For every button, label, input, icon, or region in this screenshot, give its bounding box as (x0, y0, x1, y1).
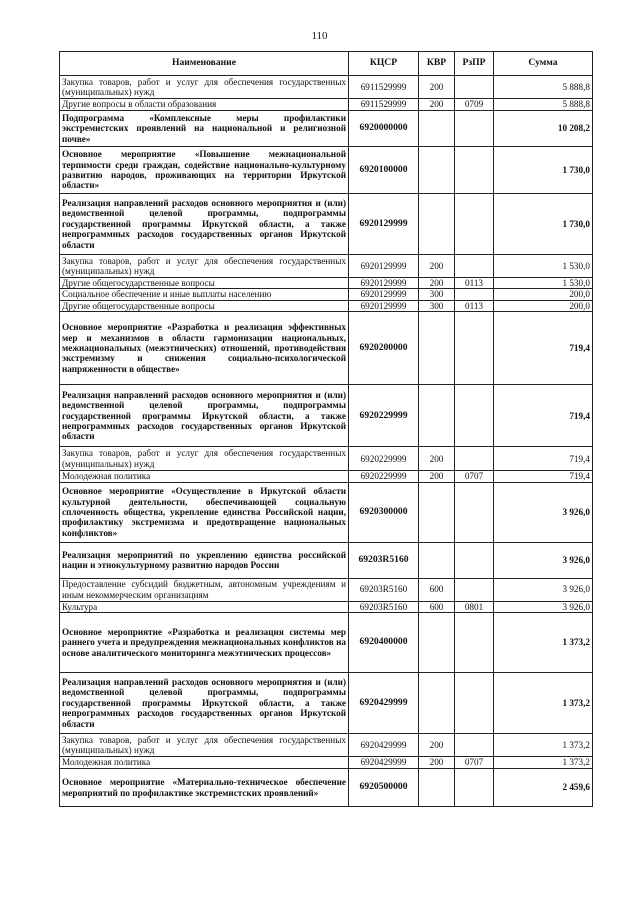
row-rzpr-cell (455, 76, 494, 99)
row-rzpr-cell (455, 769, 494, 807)
row-rzpr-cell (455, 255, 494, 278)
row-kvr-cell: 300 (419, 300, 455, 311)
table-row (60, 300, 593, 311)
row-sum-cell: 1 373,2 (494, 757, 593, 769)
row-kvr-cell (419, 312, 455, 385)
row-sum-cell: 3 926,0 (494, 542, 593, 578)
table-row (60, 111, 593, 147)
row-name-cell: Молодежная политика (60, 757, 349, 769)
row-kcsr-cell: 6920129999 (349, 300, 419, 311)
row-rzpr-cell: 0707 (455, 471, 494, 482)
row-rzpr-cell (455, 542, 494, 578)
row-name-cell: Основное мероприятие «Повышение межнациональной терпимости среди граждан, содействие национально-культурному развитию народов, проживающих на территории Иркутской области» (60, 147, 349, 194)
row-kvr-cell: 600 (419, 578, 455, 601)
table-row (60, 385, 593, 447)
row-sum-cell: 719,4 (494, 312, 593, 385)
row-kcsr-cell: 69203R5160 (349, 578, 419, 601)
row-kcsr-cell: 6911529999 (349, 76, 419, 99)
row-rzpr-cell (455, 482, 494, 542)
row-rzpr-cell (455, 613, 494, 673)
row-kcsr-cell: 6920300000 (349, 482, 419, 542)
row-kcsr-cell: 6911529999 (349, 99, 419, 111)
row-kcsr-cell: 6920129999 (349, 278, 419, 289)
row-rzpr-cell (455, 447, 494, 471)
row-sum-cell: 3 926,0 (494, 601, 593, 612)
row-kcsr-cell: 6920429999 (349, 757, 419, 769)
row-name-cell: Основное мероприятие «Материально-техническое обеспечение мероприятий по профилактике экстремистских проявлений» (60, 769, 349, 807)
row-name-cell: Основное мероприятие «Осуществление в Иркутской области культурной деятельности, обеспечивающей социальную сплоченность общества, укрепление единства Российской нации, профилактику экстремизма и предотвращение национальных конфликтов» (60, 482, 349, 542)
header-kvr: КВР (419, 52, 455, 76)
row-kvr-cell: 200 (419, 76, 455, 99)
row-rzpr-cell (455, 194, 494, 255)
row-name-cell: Реализация направлений расходов основного мероприятия и (или) ведомственной целевой программы, подпрограммы государственной программы Иркутской области, а также непрограммных расходов государственных органов Иркутской области (60, 673, 349, 734)
header-name: Наименование (60, 52, 349, 76)
row-name-cell: Культура (60, 601, 349, 612)
row-rzpr-cell: 0113 (455, 278, 494, 289)
row-name-cell: Другие вопросы в области образования (60, 99, 349, 111)
row-name-cell: Реализация мероприятий по укреплению единства российской нации и этнокультурному развитию народов России (60, 542, 349, 578)
table-row (60, 447, 593, 471)
row-name-cell: Реализация направлений расходов основного мероприятия и (или) ведомственной целевой программы, подпрограммы государственной программы Иркутской области, а также непрограммных расходов государственных органов Иркутской области (60, 385, 349, 447)
row-sum-cell: 3 926,0 (494, 482, 593, 542)
row-rzpr-cell (455, 111, 494, 147)
row-sum-cell: 5 888,8 (494, 99, 593, 111)
table-row (60, 194, 593, 255)
row-sum-cell: 1 530,0 (494, 255, 593, 278)
table-body (60, 76, 593, 807)
row-kcsr-cell: 6920129999 (349, 289, 419, 300)
row-kcsr-cell: 69203R5160 (349, 601, 419, 612)
table-row (60, 757, 593, 769)
table-row (60, 278, 593, 289)
row-name-cell: Молодежная политика (60, 471, 349, 482)
row-rzpr-cell (455, 147, 494, 194)
row-kcsr-cell: 6920500000 (349, 769, 419, 807)
row-rzpr-cell (455, 312, 494, 385)
row-sum-cell: 1 373,2 (494, 613, 593, 673)
row-kvr-cell: 200 (419, 447, 455, 471)
table-row (60, 312, 593, 385)
row-kcsr-cell: 6920429999 (349, 673, 419, 734)
row-kvr-cell (419, 194, 455, 255)
row-kcsr-cell: 6920000000 (349, 111, 419, 147)
page-number: 110 (311, 30, 328, 42)
row-rzpr-cell (455, 385, 494, 447)
row-sum-cell: 1 373,2 (494, 673, 593, 734)
header-sum: Сумма (494, 52, 593, 76)
row-kcsr-cell: 6920129999 (349, 255, 419, 278)
row-name-cell: Предоставление субсидий бюджетным, автономным учреждениям и иным некоммерческим организациям (60, 578, 349, 601)
row-sum-cell: 1 373,2 (494, 734, 593, 757)
row-kvr-cell (419, 385, 455, 447)
row-kcsr-cell: 6920229999 (349, 471, 419, 482)
row-kcsr-cell: 6920200000 (349, 312, 419, 385)
row-rzpr-cell (455, 673, 494, 734)
row-name-cell: Закупка товаров, работ и услуг для обеспечения государственных (муниципальных) нужд (60, 76, 349, 99)
row-rzpr-cell: 0707 (455, 757, 494, 769)
row-name-cell: Социальное обеспечение и иные выплаты населению (60, 289, 349, 300)
row-kcsr-cell: 6920229999 (349, 447, 419, 471)
row-kvr-cell (419, 613, 455, 673)
row-kcsr-cell: 6920229999 (349, 385, 419, 447)
row-kvr-cell (419, 482, 455, 542)
row-name-cell: Другие общегосударственные вопросы (60, 300, 349, 311)
table-row (60, 289, 593, 300)
row-kcsr-cell: 6920400000 (349, 613, 419, 673)
table-row (60, 734, 593, 757)
row-kcsr-cell: 69203R5160 (349, 542, 419, 578)
row-sum-cell: 200,0 (494, 289, 593, 300)
table-row (60, 673, 593, 734)
row-name-cell: Закупка товаров, работ и услуг для обеспечения государственных (муниципальных) нужд (60, 447, 349, 471)
table-row (60, 578, 593, 601)
row-name-cell: Закупка товаров, работ и услуг для обеспечения государственных (муниципальных) нужд (60, 734, 349, 757)
table-row (60, 99, 593, 111)
row-kvr-cell (419, 673, 455, 734)
header-kcsr: КЦСР (349, 52, 419, 76)
row-name-cell: Основное мероприятие «Разработка и реализация системы мер раннего учета и предупреждения межнациональных конфликтов на основе аналитического мониторинга межэтнических процессов» (60, 613, 349, 673)
row-sum-cell: 719,4 (494, 447, 593, 471)
row-name-cell: Другие общегосударственные вопросы (60, 278, 349, 289)
row-rzpr-cell: 0801 (455, 601, 494, 612)
header-rzpr: РзПР (455, 52, 494, 76)
row-rzpr-cell: 0709 (455, 99, 494, 111)
row-rzpr-cell (455, 578, 494, 601)
row-sum-cell: 719,4 (494, 471, 593, 482)
row-rzpr-cell (455, 734, 494, 757)
table-row (60, 769, 593, 807)
row-kvr-cell (419, 111, 455, 147)
row-rzpr-cell: 0113 (455, 300, 494, 311)
row-kvr-cell: 200 (419, 734, 455, 757)
row-kvr-cell: 200 (419, 255, 455, 278)
row-sum-cell: 10 208,2 (494, 111, 593, 147)
row-kvr-cell: 600 (419, 601, 455, 612)
row-kcsr-cell: 6920129999 (349, 194, 419, 255)
row-sum-cell: 2 459,6 (494, 769, 593, 807)
table-row (60, 613, 593, 673)
row-kvr-cell: 200 (419, 471, 455, 482)
row-name-cell: Реализация направлений расходов основного мероприятия и (или) ведомственной целевой программы, подпрограммы государственной программы Иркутской области, а также непрограммных расходов государственных органов Иркутской области (60, 194, 349, 255)
table-header-row (60, 52, 593, 76)
table-row (60, 482, 593, 542)
row-sum-cell: 1 530,0 (494, 278, 593, 289)
table-row (60, 471, 593, 482)
table-row (60, 601, 593, 612)
row-name-cell: Основное мероприятие «Разработка и реализация эффективных мер и механизмов в области гармонизации национальных, межнациональных (межэтнических) отношений, противодействия экстремизму и снижения социально-психологической напряженности в обществе» (60, 312, 349, 385)
row-sum-cell: 5 888,8 (494, 76, 593, 99)
row-sum-cell: 719,4 (494, 385, 593, 447)
row-name-cell: Подпрограмма «Комплексные меры профилактики экстремистских проявлений на национальной и религиозной почве» (60, 111, 349, 147)
table-row (60, 255, 593, 278)
row-kvr-cell: 200 (419, 99, 455, 111)
row-name-cell: Закупка товаров, работ и услуг для обеспечения государственных (муниципальных) нужд (60, 255, 349, 278)
row-rzpr-cell (455, 289, 494, 300)
row-sum-cell: 1 730,0 (494, 147, 593, 194)
row-sum-cell: 3 926,0 (494, 578, 593, 601)
table-row (60, 542, 593, 578)
row-kvr-cell (419, 542, 455, 578)
table-row (60, 147, 593, 194)
row-sum-cell: 1 730,0 (494, 194, 593, 255)
row-kvr-cell: 200 (419, 278, 455, 289)
row-kcsr-cell: 6920429999 (349, 734, 419, 757)
row-kvr-cell: 300 (419, 289, 455, 300)
table-row (60, 76, 593, 99)
budget-table (59, 51, 593, 807)
row-kcsr-cell: 6920100000 (349, 147, 419, 194)
row-kvr-cell (419, 147, 455, 194)
row-sum-cell: 200,0 (494, 300, 593, 311)
row-kvr-cell: 200 (419, 757, 455, 769)
row-kvr-cell (419, 769, 455, 807)
